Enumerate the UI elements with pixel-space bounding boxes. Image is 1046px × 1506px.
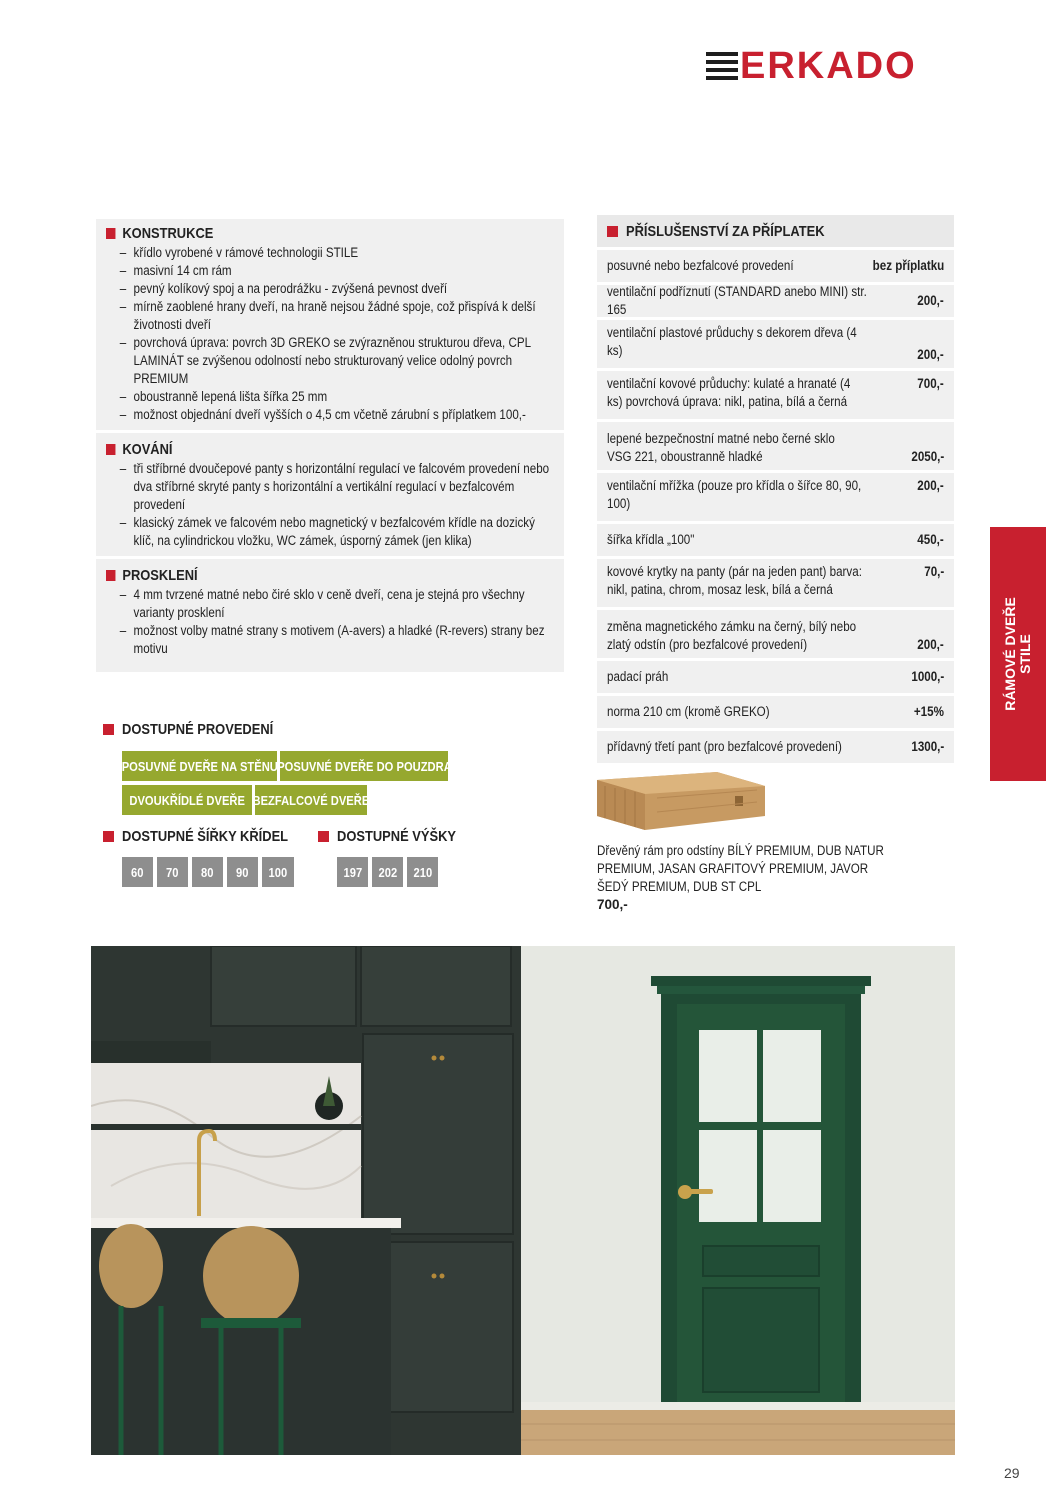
wood-frame-caption [597, 842, 887, 914]
bullet-square-icon [607, 226, 618, 237]
bullet-square-icon [106, 570, 115, 581]
page-number: 29 [1004, 1465, 1020, 1481]
accessories-header [597, 215, 954, 247]
width-value: 100 [262, 857, 294, 887]
variant-chip: POSUVNÉ DVEŘE NA STĚNU [122, 751, 277, 781]
interior-door-photo [91, 946, 955, 1455]
row-price: 1000,- [911, 669, 944, 684]
row-desc: šířka křídla „100" [607, 532, 695, 547]
row-price: 200,- [917, 347, 944, 362]
row-price: bez příplatku [872, 258, 944, 273]
table-row [597, 320, 954, 368]
wood-frame-sample-image [597, 772, 765, 832]
list-item: – tři stříbrné dvoučepové panty s horizontální regulací ve falcovém provedení nebo dva stříbrné skryté panty s horizontální a vertikální regulací v bezfalcovém provedení [106, 460, 553, 514]
table-row [597, 371, 954, 419]
heights-title: DOSTUPNÉ VÝŠKY [337, 828, 457, 845]
caption-text: Dřevěný rám pro odstíny BÍLÝ PREMIUM, DUB NATUR PREMIUM, JASAN GRAFITOVÝ PREMIUM, JAVOR ŠEDÝ PREMIUM, DUB ST CPL [597, 843, 884, 894]
row-price: 2050,- [911, 449, 944, 464]
row-desc: ventilační podříznutí (STANDARD anebo MINI) str. 165 [607, 284, 867, 317]
row-price: 200,- [917, 293, 944, 308]
bullet-square-icon [318, 831, 329, 842]
row-price: 200,- [917, 637, 944, 652]
table-row [597, 524, 954, 556]
table-row [597, 559, 954, 607]
table-row [597, 731, 954, 763]
row-price: 1300,- [911, 739, 944, 754]
height-value: 197 [337, 857, 368, 887]
row-price: 200,- [917, 478, 944, 493]
list-item: – pevný kolíkový spoj a na perodrážku - zvýšená pevnost dveří [106, 280, 553, 298]
table-row [597, 473, 954, 521]
row-desc: lepené bezpečnostní matné nebo černé sklo VSG 221, oboustranně hladké [607, 431, 835, 464]
width-value: 80 [192, 857, 223, 887]
logo-text: ERKADO [740, 45, 917, 87]
height-value: 210 [407, 857, 438, 887]
table-row [597, 285, 954, 317]
category-side-tab [990, 527, 1046, 781]
variant-chip: DVOUKŘÍDLÉ DVEŘE [122, 785, 252, 815]
row-desc: ventilační kovové průduchy: kulaté a hranaté (4 ks) povrchová úprava: nikl, patina, bílá a černá [607, 376, 851, 409]
list-item: – možnost objednání dveří vyšších o 4,5 cm včetně zárubní s příplatkem 100,- [106, 406, 553, 424]
logo-stripes-icon [706, 50, 738, 82]
row-price: +15% [913, 704, 944, 719]
bullet-square-icon [106, 228, 115, 239]
variant-chip: POSUVNÉ DVEŘE DO POUZDRA [280, 751, 448, 781]
row-desc: kovové krytky na panty (pár na jeden pant) barva: nikl, patina, chrom, mosaz lesk, bílá a černá [607, 564, 862, 597]
list-item: – povrchová úprava: povrch 3D GREKO se zvýrazněnou strukturou dřeva, CPL LAMINÁT se zvýšenou odolností nebo strukturovaný velice odolný povrch PREMIUM [106, 334, 553, 388]
row-desc: ventilační plastové průduchy s dekorem dřeva (4 ks) [607, 325, 857, 358]
row-price: 700,- [917, 376, 944, 391]
bullet-square-icon [103, 724, 114, 735]
section-prosklen [96, 556, 564, 664]
row-desc: posuvné nebo bezfalcové provedení [607, 258, 794, 273]
caption-price: 700,- [597, 897, 628, 912]
height-value: 202 [372, 857, 403, 887]
section-konstrukce [106, 225, 554, 430]
width-value: 60 [122, 857, 153, 887]
accessories-title: PŘÍSLUŠENSTVÍ ZA PŘÍPLATEK [626, 222, 825, 240]
row-price: 70,- [923, 564, 944, 579]
section-title: KONSTRUKCE [122, 225, 214, 242]
table-row [597, 250, 954, 282]
list-item: – klasický zámek ve falcovém nebo magnetický v bezfalcovém křídle na dozický klíč, na cylindrickou vložku, WC zámek, úsporný zámek (jen klika) [106, 514, 553, 550]
bullet-square-icon [103, 831, 114, 842]
row-desc: změna magnetického zámku na černý, bílý nebo zlatý odstín (pro bezfalcové provedení) [607, 619, 857, 652]
features-box [96, 219, 564, 672]
heights-heading [318, 828, 475, 845]
side-tab-line2: STILE [1017, 634, 1034, 674]
row-desc: přídavný třetí pant (pro bezfalcové provedení) [607, 739, 842, 754]
list-item: – křídlo vyrobené v rámové technologii STILE [106, 244, 553, 262]
row-price: 450,- [917, 532, 944, 547]
row-desc: norma 210 cm (kromě GREKO) [607, 704, 770, 719]
table-row [597, 696, 954, 728]
section-title: PROSKLENÍ [122, 567, 198, 584]
list-item: – masivní 14 cm rám [106, 262, 553, 280]
erkado-logo [706, 45, 917, 87]
row-desc: padací práh [607, 669, 669, 684]
widths-title: DOSTUPNÉ ŠÍŘKY KŘÍDEL [122, 828, 289, 845]
list-item: – možnost volby matné strany s motivem (A-avers) a hladké (R-revers) strany bez motivu [106, 622, 553, 658]
variants-heading [103, 721, 298, 738]
list-item: – oboustranně lepená lišta šířka 25 mm [106, 388, 553, 406]
variants-title: DOSTUPNÉ PROVEDENÍ [122, 721, 274, 738]
width-value: 90 [227, 857, 258, 887]
accessories-table [597, 215, 954, 763]
table-row [597, 661, 954, 693]
table-row [597, 422, 954, 470]
bullet-square-icon [106, 444, 115, 455]
side-tab-line1: RÁMOVÉ DVEŘE [1002, 597, 1019, 711]
section-kovani [96, 430, 564, 556]
width-value: 70 [157, 857, 188, 887]
list-item: – mírně zaoblené hrany dveří, na hraně nejsou žádné spoje, což přispívá k delší životnosti dveří [106, 298, 553, 334]
table-row [597, 610, 954, 658]
list-item: – 4 mm tvrzené matné nebo čiré sklo v ceně dveří, cena je stejná pro všechny varianty prosklení [106, 586, 553, 622]
row-desc: ventilační mřížka (pouze pro křídla o šířce 80, 90, 100) [607, 478, 862, 511]
widths-heading [103, 828, 315, 845]
variant-chip: BEZFALCOVÉ DVEŘE [255, 785, 367, 815]
section-title: KOVÁNÍ [122, 441, 173, 458]
